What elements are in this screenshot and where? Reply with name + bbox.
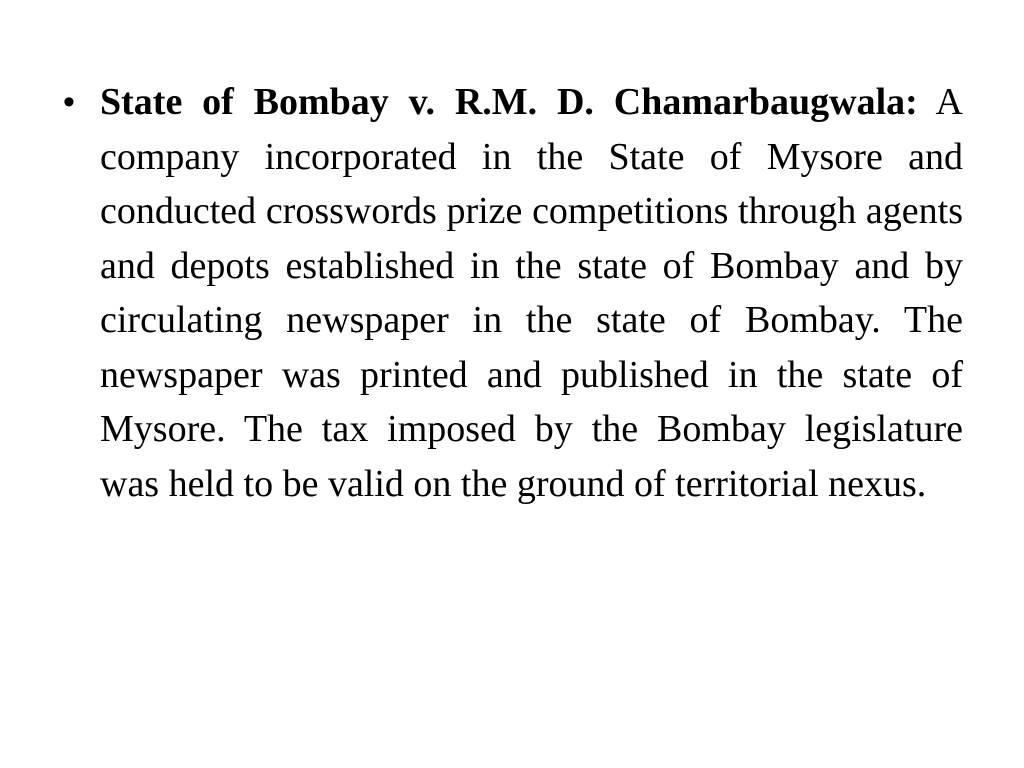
bullet-list — [63, 75, 963, 511]
bullet-item — [63, 75, 963, 511]
case-summary-text: A company incorporated in the State of Mysore and conducted crosswords prize competitions through agents and depots established in the state of Bombay and by circulating newspaper in the state of Bombay. The newspaper was printed and published in the state of Mysore. The tax imposed by the Bombay legislature was held to be valid on the ground of territorial nexus. — [100, 81, 963, 505]
case-name: State of Bombay v. R.M. D. Chamarbaugwala: — [100, 81, 918, 123]
bullet-icon: • — [63, 83, 75, 121]
